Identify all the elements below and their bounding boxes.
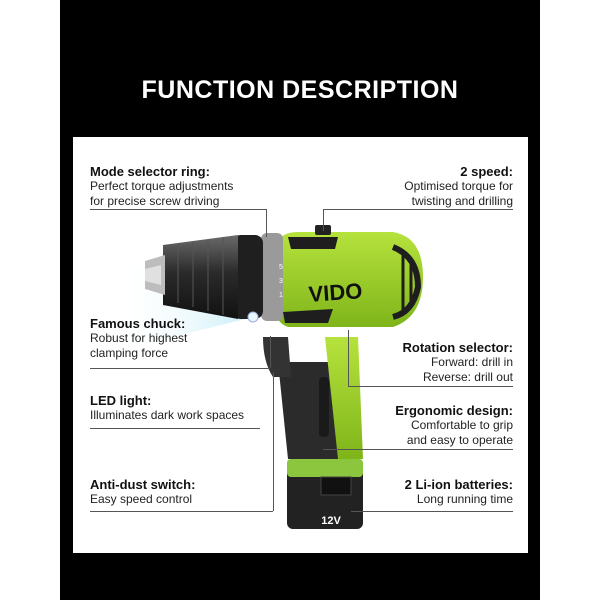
feature-text: Illuminates dark work spaces: [90, 408, 245, 422]
feature-text: Reverse: drill out: [422, 370, 513, 384]
leader-anti-dust-v: [273, 372, 274, 511]
feature-heading: 2 speed:: [460, 164, 513, 179]
feature-heading: Ergonomic design:: [395, 403, 513, 418]
leader-mode-selector-v: [266, 209, 267, 237]
brand-logo: VIDO: [307, 278, 364, 307]
battery-voltage-label: 12V: [321, 515, 341, 527]
feature-two-speed: [343, 164, 513, 209]
feature-heading: Anti-dust switch:: [90, 477, 196, 492]
svg-text:3: 3: [279, 278, 283, 285]
feature-heading: Mode selector ring:: [90, 164, 210, 179]
feature-text: Perfect torque adjustments: [90, 179, 234, 193]
leader-chuck: [90, 368, 270, 369]
feature-text: Optimised torque for: [404, 179, 513, 193]
feature-batteries: [343, 477, 513, 507]
leader-anti-dust: [90, 511, 273, 512]
feature-text: Comfortable to grip: [410, 418, 513, 432]
feature-text: Easy speed control: [90, 492, 193, 506]
feature-anti-dust: [90, 477, 260, 507]
feature-led: [90, 393, 265, 423]
leader-two-speed: [323, 209, 513, 210]
feature-heading: Famous chuck:: [90, 316, 186, 331]
motor-body: [271, 225, 423, 327]
svg-text:5: 5: [279, 264, 283, 271]
feature-text: and easy to operate: [406, 433, 513, 447]
leader-chuck-v: [270, 336, 271, 368]
feature-rotation: [343, 340, 513, 385]
leader-mode-selector: [90, 209, 266, 210]
feature-text: Forward: drill in: [430, 355, 513, 369]
page-title: FUNCTION DESCRIPTION: [141, 76, 459, 104]
feature-ergonomic: [343, 403, 513, 448]
feature-text: clamping force: [90, 346, 169, 360]
svg-text:1: 1: [279, 292, 283, 299]
leader-two-speed-v: [323, 209, 324, 231]
feature-chuck: [90, 316, 260, 361]
leader-rotation: [348, 386, 513, 387]
feature-heading: Rotation selector:: [402, 340, 513, 355]
feature-text: Robust for highest: [90, 331, 188, 345]
feature-text: Long running time: [416, 492, 513, 506]
feature-heading: 2 Li-ion batteries:: [404, 477, 513, 492]
leader-ergonomic: [323, 449, 513, 450]
feature-heading: LED light:: [90, 393, 152, 408]
feature-text: twisting and drilling: [411, 194, 513, 208]
feature-mode-selector: [90, 164, 290, 209]
leader-led: [90, 428, 260, 429]
trigger: [263, 337, 291, 377]
leader-batteries: [351, 511, 513, 512]
feature-text: for precise screw driving: [90, 194, 220, 208]
